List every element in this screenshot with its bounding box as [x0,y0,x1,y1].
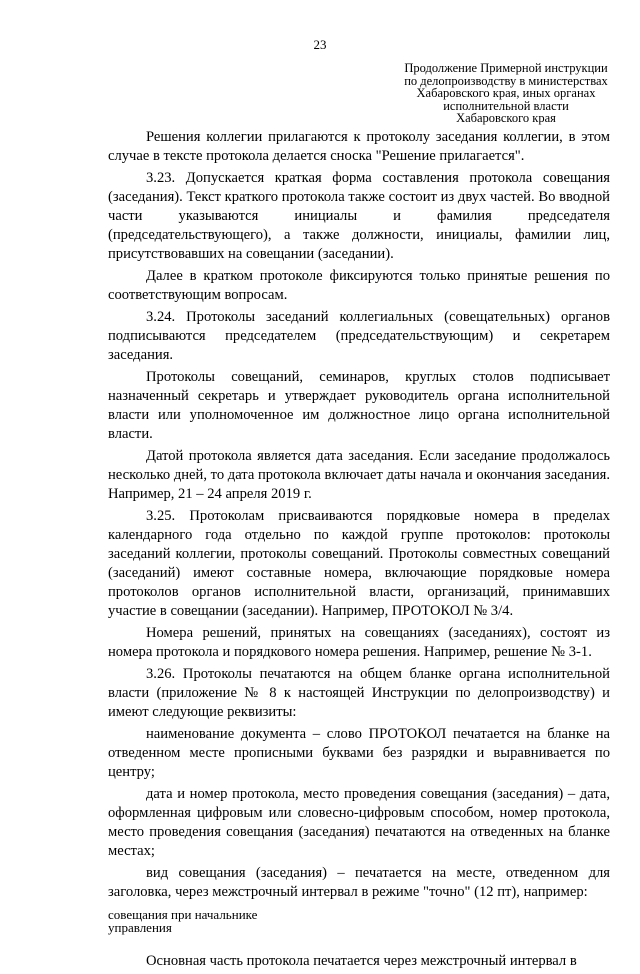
paragraph: Номера решений, принятых на совещаниях (заседаниях), состоят из номера протокола и порядкового номера решения. Например, решение № 3-1. [108,625,610,660]
paragraph: Основная часть протокола печатается через межстрочный интервал в [146,953,577,969]
paragraph: Далее в кратком протоколе фиксируются только принятые решения по соответствующим вопросам. [108,268,610,303]
header-note-line: по делопроизводству в министерствах [404,73,608,88]
header-note-line: Хабаровского края [456,111,556,125]
paragraph: Датой протокола является дата заседания. Если заседание продолжалось несколько дней, то дата протокола включает даты начала и окончания заседания. Например, 21 – 24 апреля 2019 г. [108,448,610,502]
paragraph-3-24: 3.24. Протоколы заседаний коллегиальных (совещательных) органов подписываются председателем (председательствующим) и секретарем заседания. [108,309,610,363]
sample-heading-line: управления [108,920,172,935]
paragraph: дата и номер протокола, место проведения совещания (заседания) – дата, оформленная цифровым или словесно-цифровым способом, номер протокола, место проведения совещания (заседания) печатаются на отведенных на бланке местах; [108,786,610,859]
page-number: 23 [313,37,327,52]
header-note-line: исполнительной власти [443,98,569,113]
header-note-line: Хабаровского края, иных органах [416,86,596,100]
paragraph-3-26: 3.26. Протоколы печатаются на общем бланке органа исполнительной власти (приложение № 8 к настоящей Инструкции по делопроизводству) и имеют следующие реквизиты: [108,666,610,720]
paragraph: вид совещания (заседания) – печатается на месте, отведенном для заголовка, через межстрочный интервал в режиме "точно" (12 пт), например: [108,865,610,900]
paragraph: Протоколы совещаний, семинаров, круглых столов подписывает назначенный секретарь и утверждает руководитель органа исполнительной власти или уполномоченное им должностное лицо органа исполнительной власти. [108,369,610,442]
header-note-line: Продолжение Примерной инструкции [404,61,608,75]
header-note [380,62,632,125]
paragraph: наименование документа – слово ПРОТОКОЛ печатается на бланке на отведенном месте прописными буквами без разрядки и выравнивается по центру; [108,726,610,780]
sample-heading-line: совещания при начальнике [108,907,258,922]
paragraph-3-25: 3.25. Протоколам присваиваются порядковые номера в пределах календарного года отдельно по каждой группе протоколов: протоколы заседаний коллегии, протоколы совещаний. Протоколы совместных совещаний (заседаний) имеют составные номера, включающие порядковые номера протоколов органов исполнительной власти, организаций, принимавших участие в совещании (заседании). Например, ПРОТОКОЛ № 3/4. [108,508,610,619]
sample-heading [108,908,610,934]
document-body [108,128,610,974]
paragraph-3-23: 3.23. Допускается краткая форма составления протокола совещания (заседания). Текст краткого протокола также состоит из двух частей. Во вводной части указываются инициалы и фамилия председателя (председательствующего), а также должности, инициалы, фамилии лиц, присутствовавших на совещании (заседании). [108,170,610,262]
paragraph: Решения коллегии прилагаются к протоколу заседания коллегии, в этом случае в тексте протокола делается сноска "Решение прилагается". [108,129,610,164]
